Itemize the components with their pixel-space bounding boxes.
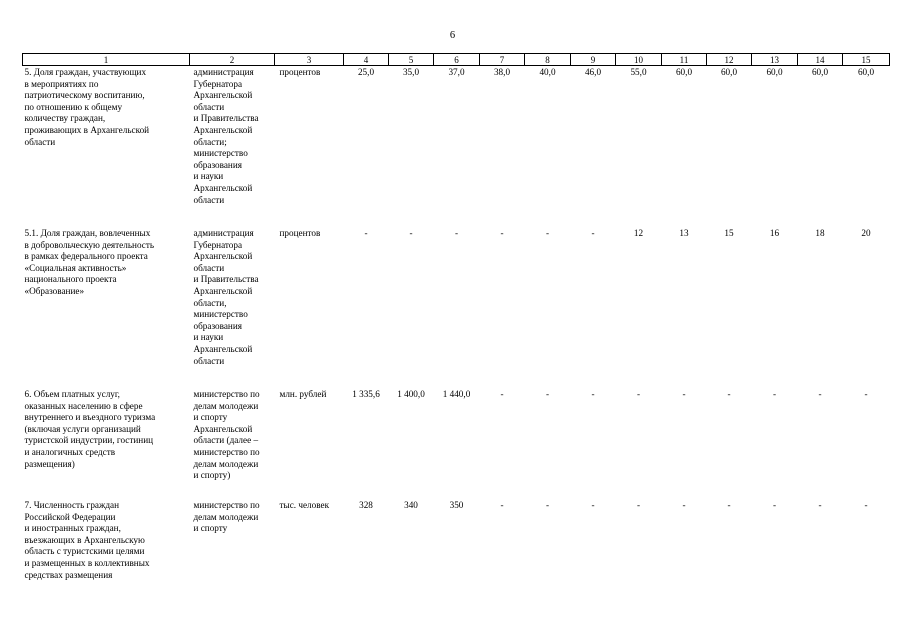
header-row	[23, 54, 890, 66]
header-cell: 12	[707, 54, 752, 66]
value-cell: -	[818, 389, 822, 399]
value-cell: -	[727, 389, 731, 399]
header-cell: 3	[275, 54, 344, 66]
value-cell: -	[364, 228, 368, 238]
header-cell: 4	[344, 54, 389, 66]
value-cell: -	[591, 389, 595, 399]
table-row	[23, 388, 890, 499]
value-cell: 55,0	[630, 67, 647, 77]
value-cell: -	[682, 389, 686, 399]
unit-of-measure: процентов	[279, 67, 321, 77]
indicator-name: 6. Объем платных услуг, оказанных населению в сфере внутреннего и въездного туризма (включая услуги организаций туристской индустрии, гостиниц и аналогичных средств размещения)	[24, 389, 156, 469]
table-row	[23, 227, 890, 388]
value-cell: 35,0	[402, 67, 420, 77]
value-cell: 60,0	[720, 67, 738, 77]
header-cell: 7	[480, 54, 525, 66]
responsible-body: администрация Губернатора Архангельской области и Правительства Архангельской области; министерство образования и науки Архангельской области	[193, 67, 259, 205]
value-cell: -	[591, 228, 595, 238]
value-cell: -	[500, 228, 504, 238]
value-cell: 1 335,6	[352, 389, 380, 399]
value-cell: -	[500, 389, 504, 399]
value-cell: 60,0	[811, 67, 829, 77]
value-cell: 37,0	[448, 67, 465, 77]
header-cell: 1	[23, 54, 190, 66]
value-cell: 12	[633, 228, 644, 238]
header-cell: 5	[389, 54, 434, 66]
header-cell: 11	[662, 54, 707, 66]
table-row	[23, 499, 890, 590]
value-cell: 38,0	[493, 67, 511, 77]
value-cell: -	[636, 500, 641, 510]
value-cell: 1 440,0	[442, 389, 471, 399]
value-cell: -	[727, 500, 731, 510]
unit-of-measure: тыс. человек	[279, 500, 330, 510]
value-cell: 1 400,0	[397, 389, 425, 399]
page-number: 6	[449, 30, 456, 41]
value-cell: -	[682, 500, 686, 510]
responsible-body: министерство по делам молодежи и спорту	[193, 500, 260, 534]
value-cell: 40,0	[539, 67, 556, 77]
value-cell: 350	[449, 500, 464, 510]
value-cell: -	[772, 500, 777, 510]
value-cell: 328	[359, 500, 373, 510]
header-cell: 6	[434, 54, 480, 66]
value-cell: 60,0	[675, 67, 693, 77]
responsible-body: администрация Губернатора Архангельской области и Правительства Архангельской области, министерство образования и науки Архангельской области	[193, 228, 259, 366]
indicators-table	[22, 53, 890, 590]
value-cell: 16	[769, 228, 780, 238]
value-cell: -	[454, 228, 459, 238]
value-cell: 15	[724, 228, 734, 238]
header-cell: 10	[616, 54, 662, 66]
unit-of-measure: млн. рублей	[279, 389, 327, 399]
header-cell: 14	[798, 54, 843, 66]
value-cell: -	[818, 500, 822, 510]
value-cell: 46,0	[584, 67, 602, 77]
header-cell: 15	[843, 54, 890, 66]
value-cell: 18	[815, 228, 825, 238]
value-cell: 60,0	[857, 67, 875, 77]
value-cell: -	[591, 500, 595, 510]
header-cell: 13	[752, 54, 798, 66]
value-cell: -	[545, 389, 550, 399]
header-cell: 2	[190, 54, 275, 66]
value-cell: 20	[861, 228, 871, 238]
indicator-name: 5. Доля граждан, участвующих в мероприятиях по патриотическому воспитанию, по отношению к общему количеству граждан, проживающих в Архангельской области	[24, 67, 150, 147]
value-cell: -	[545, 500, 550, 510]
value-cell: 25,0	[357, 67, 375, 77]
value-cell: -	[636, 389, 641, 399]
value-cell: -	[864, 500, 868, 510]
responsible-body: министерство по делам молодежи и спорту Архангельской области (далее – министерство по делам молодежи и спорту)	[193, 389, 260, 481]
value-cell: 340	[404, 500, 418, 510]
value-cell: 60,0	[766, 67, 783, 77]
unit-of-measure: процентов	[279, 228, 321, 238]
table-row	[23, 66, 890, 228]
value-cell: 13	[679, 228, 689, 238]
indicator-name: 5.1. Доля граждан, вовлеченных в добровольческую деятельность в рамках федерального проекта «Социальная активность» национального проекта «Образование»	[24, 228, 155, 296]
header-cell: 8	[525, 54, 571, 66]
value-cell: -	[864, 389, 868, 399]
value-cell: -	[545, 228, 550, 238]
value-cell: -	[500, 500, 504, 510]
value-cell: -	[409, 228, 413, 238]
value-cell: -	[772, 389, 777, 399]
header-cell: 9	[571, 54, 616, 66]
indicator-name: 7. Численность граждан Российской Федерации и иностранных граждан, въезжающих в Архангельскую область с туристскими целями и размещенных в коллективных средствах размещения	[24, 500, 150, 580]
